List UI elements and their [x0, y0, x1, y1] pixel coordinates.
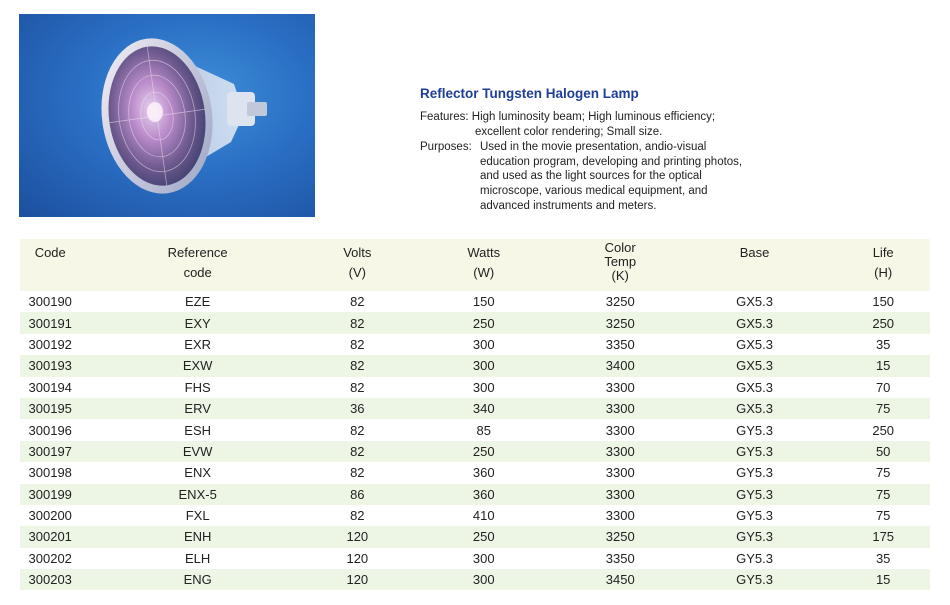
cell-life: 75 — [875, 486, 891, 502]
cell-reference-code: ESH — [184, 422, 212, 438]
lamp-spec-table — [20, 239, 930, 590]
table-row — [20, 312, 930, 333]
table-row — [20, 398, 930, 419]
features-label: Features: — [420, 111, 469, 123]
cell-watts: 300 — [472, 358, 495, 374]
cell-reference-code: ENH — [183, 529, 212, 545]
halogen-lamp-icon — [19, 14, 315, 217]
table-row — [20, 334, 930, 355]
halogen-lamp-photo — [19, 14, 315, 217]
cell-reference-code: ENX — [184, 465, 212, 481]
cell-color-temp: 3300 — [605, 422, 635, 438]
cell-life: 15 — [875, 358, 891, 374]
cell-color-temp: 3250 — [605, 529, 635, 545]
cell-life: 35 — [875, 336, 891, 352]
features-line-1: High luminosity beam; High luminous efficiency; — [471, 111, 716, 123]
cell-watts: 300 — [472, 572, 495, 588]
cell-life: 50 — [875, 443, 891, 459]
cell-volts: 82 — [350, 422, 365, 438]
cell-reference-code: EVW — [182, 443, 213, 459]
table-row — [20, 441, 930, 462]
cell-volts: 86 — [350, 486, 365, 502]
table-row — [20, 569, 930, 590]
cell-color-temp: 3300 — [605, 379, 635, 395]
cell-watts: 250 — [472, 315, 495, 331]
cell-base: GX5.3 — [736, 336, 773, 352]
table-row — [20, 462, 930, 483]
cell-code: 300194 — [28, 379, 72, 395]
cell-volts: 82 — [350, 336, 365, 352]
cell-life: 250 — [872, 422, 895, 438]
cell-base: GX5.3 — [736, 358, 773, 374]
cell-volts: 120 — [346, 572, 369, 588]
cell-volts: 82 — [350, 294, 365, 310]
cell-volts: 82 — [350, 465, 365, 481]
cell-reference-code: ENX-5 — [178, 486, 217, 502]
cell-code: 300191 — [28, 315, 72, 331]
cell-reference-code: EXR — [184, 336, 212, 352]
cell-watts: 410 — [472, 508, 495, 524]
cell-watts: 150 — [472, 294, 495, 310]
cell-base: GY5.3 — [736, 508, 773, 524]
cell-volts: 82 — [350, 379, 365, 395]
cell-life: 15 — [875, 572, 891, 588]
table-row — [20, 548, 930, 569]
cell-volts: 82 — [350, 508, 365, 524]
purposes-row — [420, 140, 940, 213]
cell-color-temp: 3250 — [605, 315, 635, 331]
cell-code: 300193 — [28, 358, 72, 374]
cell-color-temp: 3300 — [605, 465, 635, 481]
cell-life: 70 — [875, 379, 891, 395]
table-row — [20, 526, 930, 547]
cell-reference-code: EXW — [182, 358, 213, 374]
cell-base: GY5.3 — [736, 465, 773, 481]
cell-life: 75 — [875, 465, 891, 481]
cell-reference-code: FXL — [185, 508, 210, 524]
cell-volts: 82 — [350, 358, 365, 374]
cell-volts: 82 — [350, 315, 365, 331]
table-row — [20, 377, 930, 398]
cell-base: GX5.3 — [736, 379, 773, 395]
table-row — [20, 505, 930, 526]
cell-reference-code: EXY — [184, 315, 211, 331]
cell-life: 175 — [872, 529, 895, 545]
cell-color-temp: 3300 — [605, 508, 635, 524]
cell-code: 300190 — [28, 294, 72, 310]
features-line-2: excellent color rendering; Small size. — [475, 125, 663, 138]
product-info — [420, 86, 940, 213]
cell-watts: 300 — [472, 550, 495, 566]
cell-reference-code: ERV — [184, 401, 211, 417]
cell-base: GY5.3 — [736, 529, 773, 545]
cell-color-temp: 3250 — [605, 294, 635, 310]
col-header-code: Code — [34, 245, 66, 260]
cell-base: GY5.3 — [736, 486, 773, 502]
cell-color-temp: 3300 — [605, 443, 635, 459]
table-header-row — [20, 239, 930, 291]
table-row — [20, 291, 930, 312]
cell-watts: 360 — [472, 486, 495, 502]
cell-life: 250 — [872, 315, 895, 331]
cell-code: 300195 — [28, 401, 72, 417]
cell-watts: 250 — [472, 529, 495, 545]
table-body — [20, 291, 930, 590]
cell-watts: 85 — [476, 422, 491, 438]
cell-code: 300196 — [28, 422, 72, 438]
cell-reference-code: ELH — [185, 550, 211, 566]
cell-reference-code: EZE — [185, 294, 211, 310]
col-header-volts: Volts (V) — [343, 245, 372, 280]
cell-watts: 340 — [472, 401, 495, 417]
cell-code: 300203 — [28, 572, 72, 588]
cell-volts: 120 — [346, 529, 369, 545]
cell-code: 300202 — [28, 550, 72, 566]
cell-color-temp: 3400 — [605, 358, 635, 374]
cell-code: 300198 — [28, 465, 72, 481]
cell-life: 35 — [875, 550, 891, 566]
cell-life: 75 — [875, 401, 891, 417]
product-title: Reflector Tungsten Halogen Lamp — [420, 86, 639, 101]
cell-life: 75 — [875, 508, 891, 524]
cell-volts: 82 — [350, 443, 365, 459]
cell-base: GY5.3 — [736, 443, 773, 459]
cell-volts: 120 — [346, 550, 369, 566]
col-header-life: Life (H) — [872, 245, 894, 280]
col-header-color-temp: Color Temp (K) — [604, 240, 637, 283]
cell-color-temp: 3350 — [605, 550, 635, 566]
cell-base: GX5.3 — [736, 315, 773, 331]
cell-reference-code: FHS — [184, 379, 211, 395]
purposes-label: Purposes: — [420, 141, 472, 154]
purposes-text: Used in the movie presentation, andio-visual education program, developing and printing photos, and used as the light sources for the optical microscope, various medical equipment, and advanced instruments and meters. — [480, 141, 743, 212]
cell-code: 300192 — [28, 336, 72, 352]
col-header-reference-code: Reference code — [167, 245, 228, 280]
col-header-watts: Watts (W) — [467, 245, 501, 280]
cell-color-temp: 3350 — [605, 336, 635, 352]
cell-watts: 300 — [472, 336, 495, 352]
cell-color-temp: 3300 — [605, 401, 635, 417]
cell-code: 300200 — [28, 508, 72, 524]
col-header-base: Base — [739, 245, 770, 260]
table-row — [20, 484, 930, 505]
cell-watts: 300 — [472, 379, 495, 395]
cell-base: GY5.3 — [736, 550, 773, 566]
cell-watts: 360 — [472, 465, 495, 481]
cell-reference-code: ENG — [183, 572, 212, 588]
cell-base: GX5.3 — [736, 401, 773, 417]
table-row — [20, 355, 930, 376]
cell-color-temp: 3300 — [605, 486, 635, 502]
cell-base: GX5.3 — [736, 294, 773, 310]
table-row — [20, 419, 930, 440]
cell-volts: 36 — [350, 401, 365, 417]
features-row — [420, 110, 940, 125]
cell-base: GY5.3 — [736, 572, 773, 588]
cell-code: 300197 — [28, 443, 72, 459]
cell-color-temp: 3450 — [605, 572, 635, 588]
cell-watts: 250 — [472, 443, 495, 459]
cell-code: 300201 — [28, 529, 72, 545]
cell-base: GY5.3 — [736, 422, 773, 438]
cell-code: 300199 — [28, 486, 72, 502]
features-row-2 — [420, 125, 940, 140]
cell-life: 150 — [872, 294, 895, 310]
